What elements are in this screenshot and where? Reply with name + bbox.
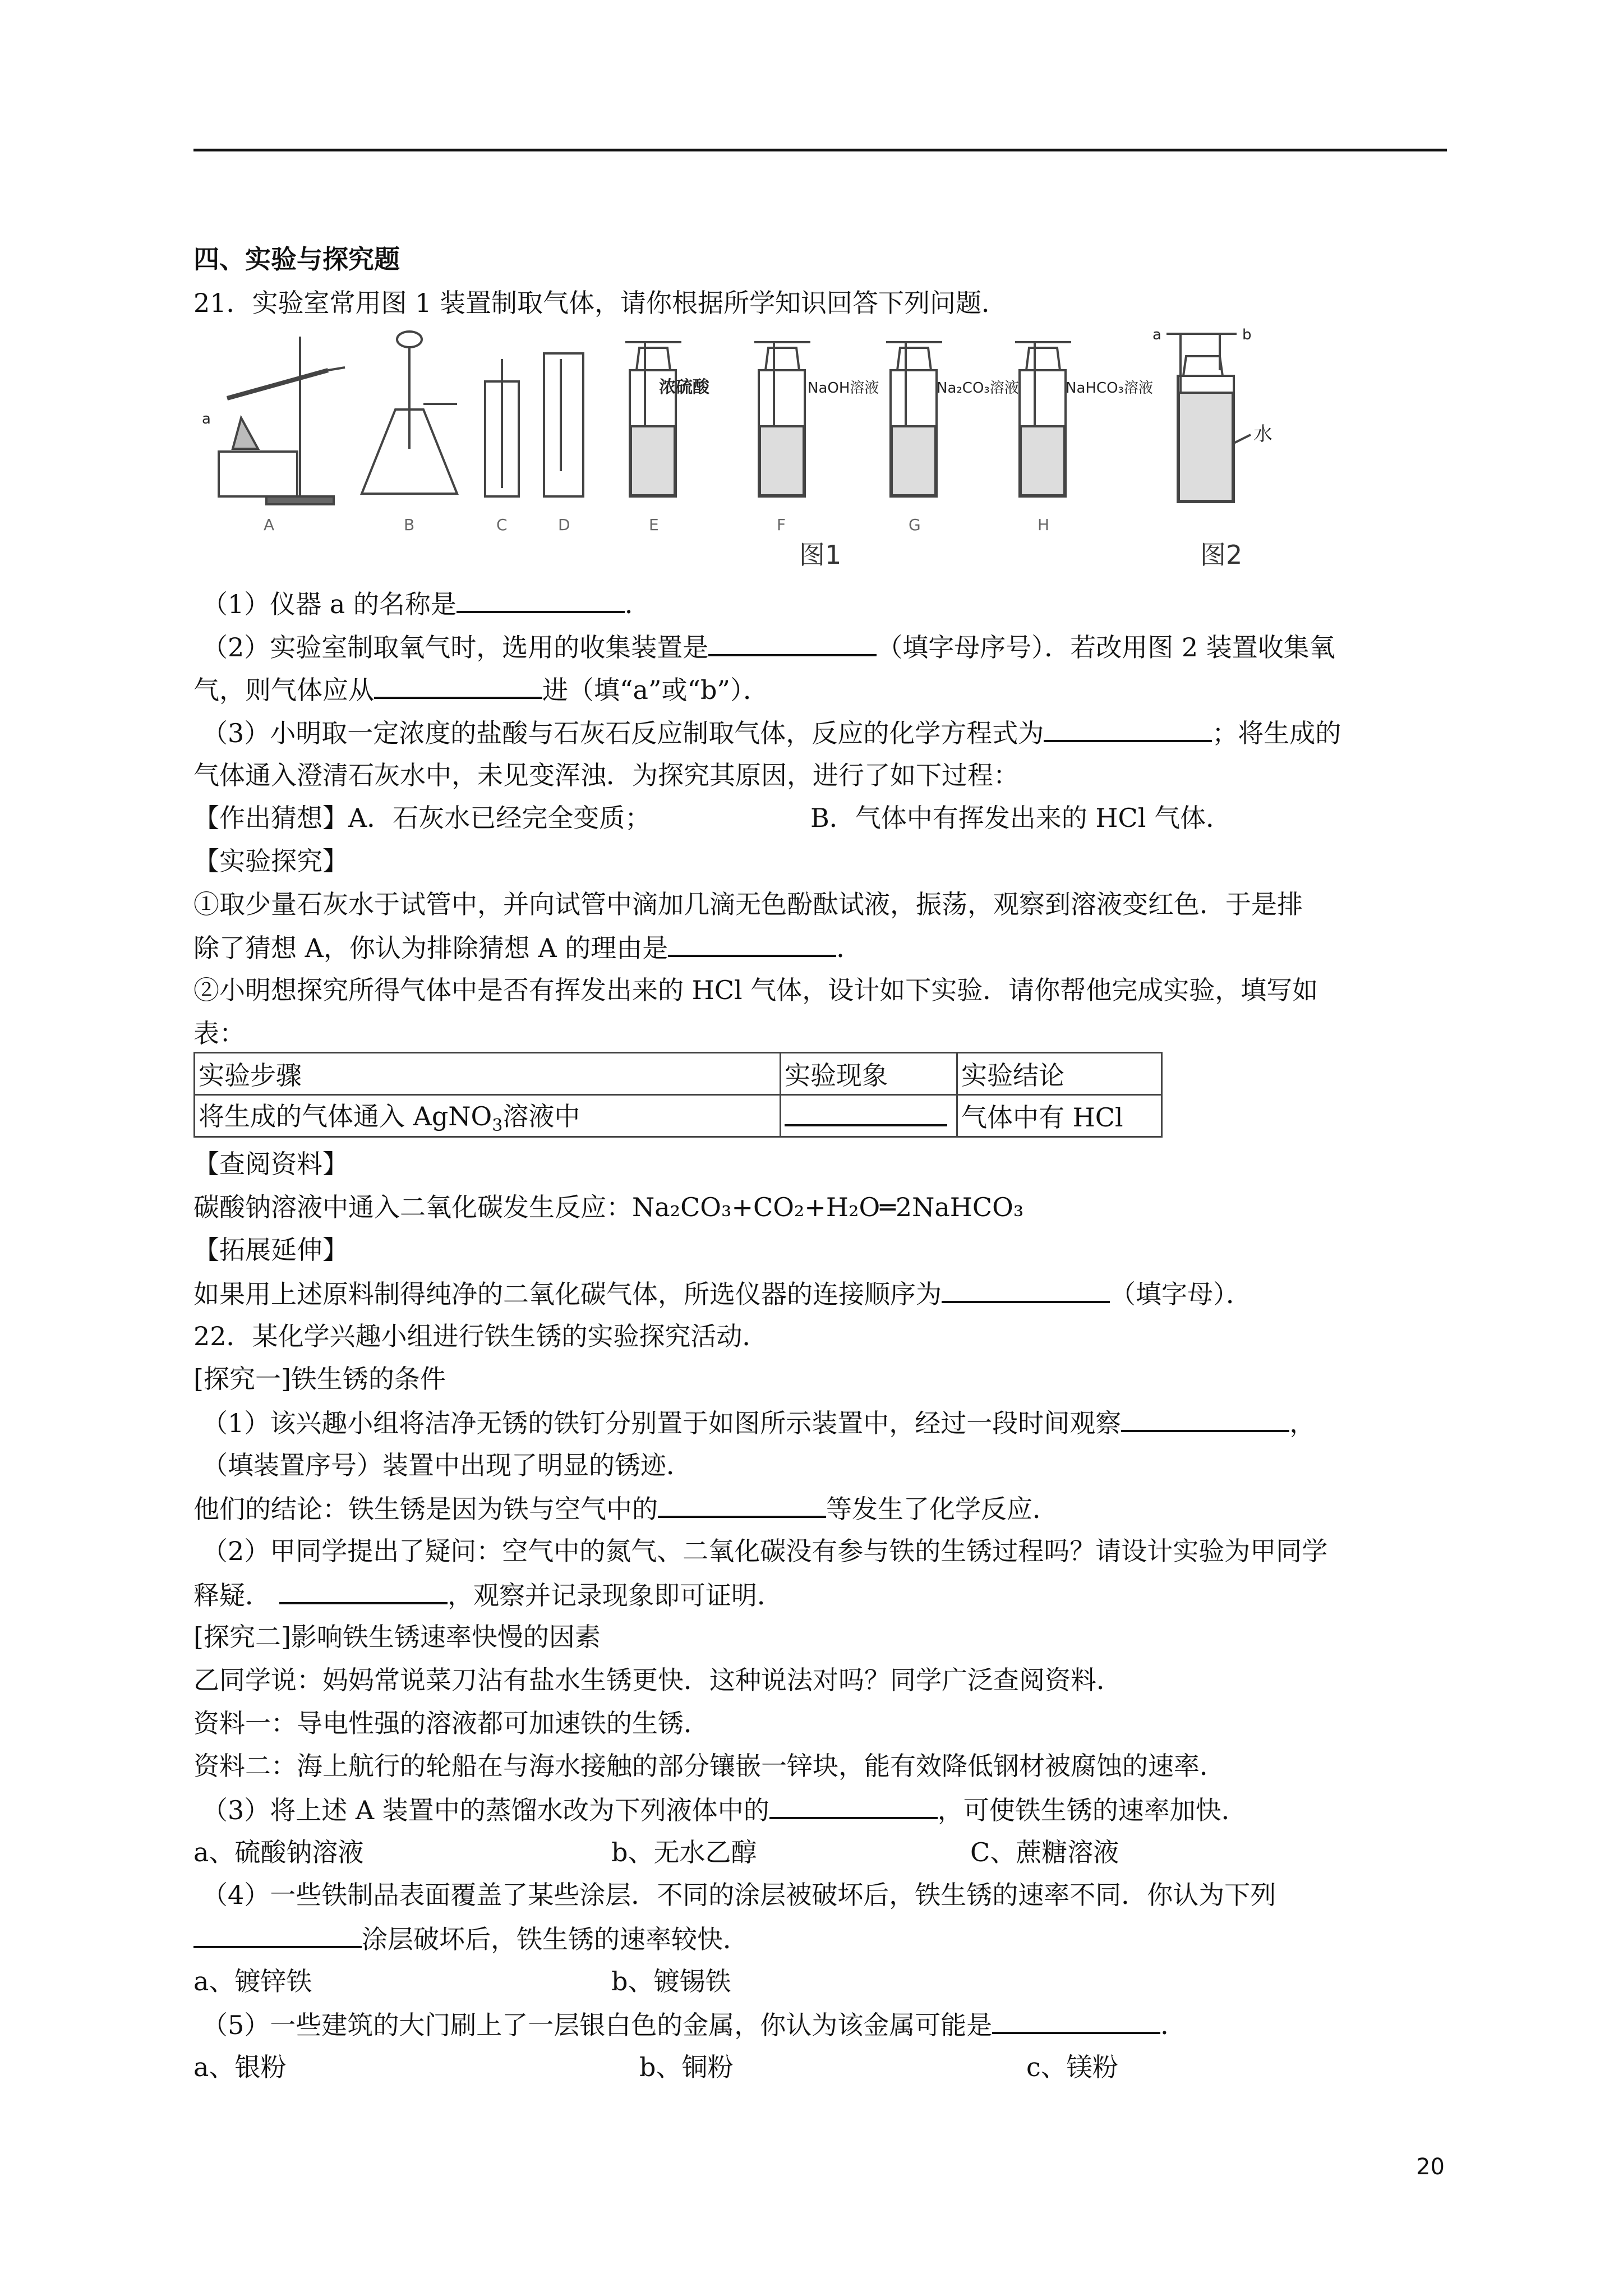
table-row xyxy=(195,1095,1162,1137)
q22-p4-opt-b: b、镀锡铁 xyxy=(611,1966,731,1996)
q21-e2b: 表： xyxy=(193,1018,245,1048)
q21-explore-head: 【实验探究】 xyxy=(193,846,348,876)
apparatus-d-icon xyxy=(544,353,583,496)
q21-e1b: 除了猜想 A，你认为排除猜想 A 的理由是 ． xyxy=(193,930,862,965)
q21-guess: 【作出猜想】A．石灰水已经完全变质； xyxy=(193,803,651,833)
q22-p5: （5）一些建筑的大门刷上了一层银白色的金属，你认为该金属可能是 ． xyxy=(202,2007,1186,2042)
header-step: 实验步骤 xyxy=(195,1053,781,1095)
q21-ref-text: 碳酸钠溶液中通入二氧化碳发生反应：Na₂CO₃+CO₂+H₂O═2NaHCO₃ xyxy=(193,1192,1024,1222)
q22-p5-opt-c: c、镁粉 xyxy=(1026,2052,1118,2082)
label-a-small: a xyxy=(202,411,211,427)
q22-y1: 乙同学说：妈妈常说菜刀沾有盐水生锈更快．这种说法对吗？同学广泛查阅资料． xyxy=(193,1665,1122,1695)
apparatus-c-icon xyxy=(485,359,519,496)
q22-stem: 22．某化学兴趣小组进行铁生锈的实验探究活动． xyxy=(193,1321,768,1351)
bottle-text-e: 浓硫酸 xyxy=(659,378,709,397)
q21-p2: （2）实验室制取氧气时，选用的收集装置是 （填字母序号）．若改用图 2 装置收集氧 xyxy=(202,629,1335,664)
q21-ext: 如果用上述原料制得纯净的二氧化碳气体，所选仪器的连接顺序为 （填字母）． xyxy=(193,1276,1252,1311)
q21-ext-head: 【拓展延伸】 xyxy=(193,1235,348,1265)
q22-p3: （3）将上述 A 装置中的蒸馏水改为下列液体中的 ，可使铁生锈的速率加快． xyxy=(202,1792,1247,1827)
answer-blank[interactable] xyxy=(279,1577,448,1604)
cell-step: 将生成的气体通入 AgNO$_3$溶液中 xyxy=(195,1095,781,1137)
q21-guess-b: B．气体中有挥发出来的 HCl 气体． xyxy=(810,803,1232,833)
fig2-b-label: b xyxy=(1242,326,1252,343)
experiment-table xyxy=(193,1052,1163,1138)
washing-bottle-e-icon xyxy=(625,342,681,496)
q22-p5-opt-b: b、铜粉 xyxy=(639,2052,734,2082)
q21-p3-cont: 气体通入澄清石灰水中，未见变浑浊．为探究其原因，进行了如下过程： xyxy=(193,760,1019,790)
q21-stem: 21．实验室常用图 1 装置制取气体，请你根据所学知识回答下列问题． xyxy=(193,288,1008,318)
q21-p1: （1）仪器 a 的名称是 ． xyxy=(202,586,651,621)
figure2-bottle-icon xyxy=(1166,334,1251,502)
cell-conclusion: 气体中有 HCl xyxy=(957,1095,1162,1137)
answer-blank[interactable] xyxy=(708,629,877,656)
q22-p2b: 释疑． ，观察并记录现象即可证明． xyxy=(193,1577,783,1612)
fig2-caption: 图2 xyxy=(1200,540,1243,570)
apparatus-figure xyxy=(193,314,1310,572)
apparatus-b-icon xyxy=(362,332,457,494)
q21-e2a: ②小明想探究所得气体中是否有挥发出来的 HCl 气体，设计如下实验．请你帮他完成实验，填写如 xyxy=(193,975,1318,1005)
q22-p2a: （2）甲同学提出了疑问：空气中的氮气、二氧化碳没有参与铁的生锈过程吗？请设计实验为甲同学 xyxy=(202,1536,1328,1566)
answer-blank[interactable] xyxy=(992,2007,1160,2034)
answer-blank[interactable] xyxy=(1121,1405,1289,1432)
header-rule xyxy=(193,149,1447,151)
q22-p4a: （4）一些铁制品表面覆盖了某些涂层．不同的涂层被破坏后，铁生锈的速率不同．你认为下列 xyxy=(202,1880,1276,1910)
answer-blank[interactable] xyxy=(374,672,542,699)
q22-ref2: 资料二：海上航行的轮船在与海水接触的部分镶嵌一锌块，能有效降低钢材被腐蚀的速率． xyxy=(193,1751,1225,1781)
answer-blank[interactable] xyxy=(769,1792,938,1819)
label-H: H xyxy=(1038,516,1050,534)
label-D: D xyxy=(558,516,570,534)
fig2-water-label: 水 xyxy=(1253,423,1272,445)
answer-blank[interactable] xyxy=(668,930,836,957)
cell-phenomenon-blank[interactable] xyxy=(781,1095,957,1137)
answer-blank[interactable] xyxy=(658,1491,826,1518)
q22-p3-opt-b: b、无水乙醇 xyxy=(611,1837,757,1867)
fig1-caption: 图1 xyxy=(799,540,842,570)
q22-p3-opt-c: C、蔗糖溶液 xyxy=(970,1837,1119,1867)
q21-p2-cont: 气，则气体应从 进（填“a”或“b”）． xyxy=(193,672,769,707)
bottle-text-g: Na₂CO₃溶液 xyxy=(937,380,1019,397)
q22-p3-opt-a: a、硫酸钠溶液 xyxy=(193,1837,364,1867)
table-row xyxy=(195,1053,1162,1095)
bottle-text-h: NaHCO₃溶液 xyxy=(1066,380,1153,397)
fig2-a-label: a xyxy=(1152,326,1161,343)
answer-blank[interactable] xyxy=(942,1276,1110,1303)
apparatus-a-icon xyxy=(219,337,345,504)
answer-blank[interactable] xyxy=(457,586,625,613)
washing-bottle-g-icon xyxy=(886,342,942,496)
q21-e1a: ①取少量石灰水于试管中，并向试管中滴加几滴无色酚酞试液，振荡，观察到溶液变红色．于是排 xyxy=(193,889,1303,919)
answer-blank[interactable] xyxy=(1044,715,1212,742)
answer-blank[interactable] xyxy=(193,1921,362,1948)
section-title: 四、实验与探究题 xyxy=(193,244,400,274)
label-B: B xyxy=(404,516,415,534)
bottle-text-f: NaOH溶液 xyxy=(808,380,879,397)
q21-ref-head: 【查阅资料】 xyxy=(193,1149,348,1179)
q22-ref1: 资料一：导电性强的溶液都可加速铁的生锈． xyxy=(193,1708,709,1738)
q22-p1: （1）该兴趣小组将洁净无锈的铁钉分别置于如图所示装置中，经过一段时间观察 ， xyxy=(202,1405,1315,1440)
q21-p3: （3）小明取一定浓度的盐酸与石灰石反应制取气体，反应的化学方程式为 ；将生成的 xyxy=(202,715,1341,750)
q22-t2: [探究二]影响铁生锈速率快慢的因素 xyxy=(193,1622,601,1652)
label-F: F xyxy=(777,516,786,534)
washing-bottle-h-icon xyxy=(1015,342,1071,496)
washing-bottle-f-icon xyxy=(754,342,810,496)
q22-p1d: 他们的结论：铁生锈是因为铁与空气中的 等发生了化学反应． xyxy=(193,1491,1058,1526)
header-conclusion: 实验结论 xyxy=(957,1053,1162,1095)
label-C: C xyxy=(496,516,508,534)
q22-t1: [探究一]铁生锈的条件 xyxy=(193,1364,446,1394)
q22-p5-opt-a: a、银粉 xyxy=(193,2052,287,2082)
label-A: A xyxy=(264,516,275,534)
label-G: G xyxy=(909,516,921,534)
page-number: 20 xyxy=(1416,2154,1445,2180)
q22-p1c: （填装置序号）装置中出现了明显的锈迹． xyxy=(202,1450,692,1480)
q22-p4-opt-a: a、镀锌铁 xyxy=(193,1966,312,1996)
header-phenomenon: 实验现象 xyxy=(781,1053,957,1095)
label-E: E xyxy=(649,516,659,534)
q22-p4b: 涂层破坏后，铁生锈的速率较快． xyxy=(193,1921,749,1956)
